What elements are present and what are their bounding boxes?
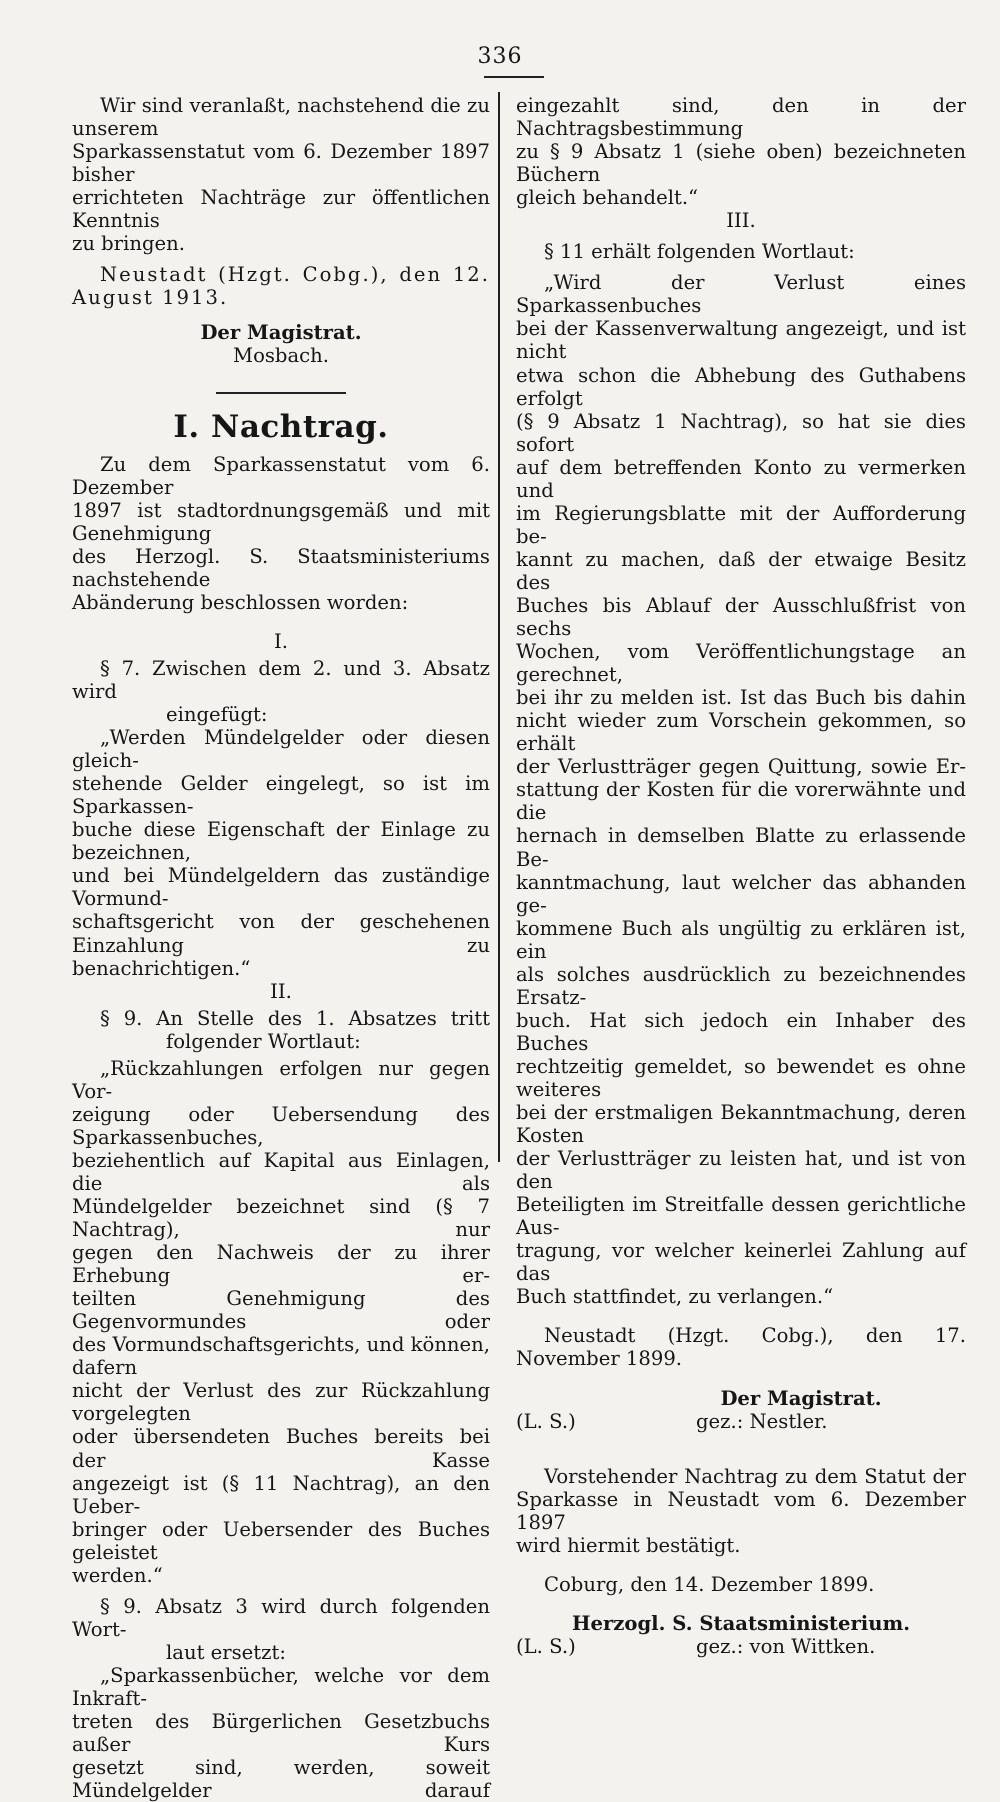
text-line: (§ 9 Absatz 1 Nachtrag), so hat sie dies sofort — [516, 409, 966, 456]
right-column — [516, 94, 966, 1658]
quote-paragraph — [72, 1057, 490, 1587]
text-line: eingezahlt sind, den in der Nachtragsbestimmung — [516, 94, 966, 141]
text-line: zeigung oder Uebersendung des Sparkassenbuches, — [72, 1102, 490, 1149]
quote-paragraph — [72, 726, 490, 980]
section-numeral: III. — [726, 209, 756, 233]
preamble-paragraph — [72, 453, 490, 614]
signature-line — [516, 1410, 966, 1433]
signer: gez.: von Wittken. — [696, 1634, 876, 1658]
text-line: errichteten Nachträge zur öffentlichen Kenntnis — [72, 186, 490, 233]
text-line: werden.“ — [72, 1563, 163, 1587]
text-line: beziehentlich auf Kapital aus Einlagen, die als — [72, 1148, 490, 1195]
section-heading: § 11 erhält folgenden Wortlaut: — [544, 240, 855, 264]
text-line: buche diese Eigenschaft der Einlage zu bezeichnen, — [72, 818, 490, 865]
text-line: „Wird der Verlust eines Sparkassenbuches — [516, 271, 966, 318]
text-line: Vorstehender Nachtrag zu dem Statut der — [544, 1464, 966, 1488]
text-line: des Herzogl. S. Staatsministeriums nachstehende — [72, 544, 490, 591]
text-line: rechtzeitig gemeldet, so bewendet es ohne weiteres — [516, 1054, 966, 1101]
continuation-paragraph — [516, 94, 966, 209]
text-line: Beteiligten im Streitfalle dessen gerichtliche Aus- — [516, 1193, 966, 1240]
text-line: Wir sind veranlaßt, nachstehend die zu unserem — [72, 94, 490, 141]
text-line: Sparkasse in Neustadt vom 6. Dezember 1897 — [516, 1487, 966, 1534]
text-line: eingefügt: — [166, 703, 268, 727]
text-line: oder übersendeten Buches bereits bei der Kasse — [72, 1425, 490, 1472]
signer: Mosbach. — [233, 344, 329, 368]
text-line: § 9. Absatz 3 wird durch folgenden Wort- — [72, 1594, 490, 1641]
dateline: Coburg, den 14. Dezember 1899. — [544, 1572, 875, 1596]
text-line: Buches bis Ablauf der Ausschlußfrist von sechs — [516, 593, 966, 641]
text-line: benachrichtigen.“ — [72, 956, 251, 980]
text-line: kommene Buch als ungültig zu erklären ist, ein — [516, 916, 966, 963]
text-line: bei ihr zu melden ist. Ist das Buch bis dahin — [516, 686, 966, 710]
seal-mark: (L. S.) — [516, 1634, 576, 1658]
seal-mark: (L. S.) — [516, 1409, 576, 1433]
text-line: etwa schon die Abhebung des Guthabens erfolgt — [516, 363, 966, 410]
text-line: als solches ausdrücklich zu bezeichnendes Ersatz- — [516, 962, 966, 1009]
text-line: bei der Kassenverwaltung angezeigt, und ist nicht — [516, 317, 966, 364]
text-line: folgender Wortlaut: — [166, 1029, 361, 1053]
text-line: „Rückzahlungen erfolgen nur gegen Vor- — [72, 1056, 490, 1103]
text-line: gegen den Nachweis der zu ihrer Erhebung er- — [72, 1241, 490, 1288]
text-line: 1897 ist stadtordnungsgemäß und mit Genehmigung — [72, 498, 490, 545]
column-divider — [498, 92, 500, 1162]
header-rule — [484, 76, 544, 78]
text-line: kannt zu machen, daß der etwaige Besitz des — [516, 547, 966, 594]
authority: Der Magistrat. — [720, 1386, 882, 1410]
text-line: § 7. Zwischen dem 2. und 3. Absatz wird — [72, 656, 490, 703]
section-heading — [72, 1007, 490, 1053]
quote-paragraph — [516, 271, 966, 1308]
confirmation-paragraph — [516, 1465, 966, 1557]
text-line: schaftsgericht von der geschehenen Einzahlung zu — [72, 910, 490, 957]
text-line: treten des Bürgerlichen Gesetzbuchs außer Kurs — [72, 1710, 490, 1757]
text-line: bei der erstmaligen Bekanntmachung, deren Kosten — [516, 1101, 966, 1148]
text-line: tragung, vor welcher keinerlei Zahlung auf das — [516, 1239, 966, 1286]
text-line: der Verlustträger zu leisten hat, und ist von den — [516, 1147, 966, 1194]
text-line: laut ersetzt: — [166, 1640, 286, 1664]
dateline: Neustadt (Hzgt. Cobg.), den 12. August 1913. — [72, 263, 490, 310]
text-line: nicht wieder zum Vorschein gekommen, so erhält — [516, 709, 966, 756]
authority: Herzogl. S. Staatsministerium. — [571, 1611, 911, 1635]
text-line: Abänderung beschlossen worden: — [72, 590, 409, 614]
text-line: im Regierungsblatte mit der Aufforderung be- — [516, 501, 966, 548]
document-title: I. Nachtrag. — [173, 408, 389, 445]
section-numeral: I. — [274, 629, 288, 653]
text-line: buch. Hat sich jedoch ein Inhaber des Buches — [516, 1008, 966, 1055]
signature-line — [516, 1635, 966, 1658]
dateline: Neustadt (Hzgt. Cobg.), den 17. November 1899. — [516, 1324, 966, 1371]
text-line: § 9. An Stelle des 1. Absatzes tritt — [100, 1006, 490, 1030]
text-line: des Vormundschaftsgerichts, und können, dafern — [72, 1333, 490, 1380]
left-column — [72, 94, 490, 1802]
text-line: angezeigt ist (§ 11 Nachtrag), an den Ueber- — [72, 1471, 490, 1518]
text-line: teilten Genehmigung des Gegenvormundes oder — [72, 1287, 490, 1334]
text-line: „Sparkassenbücher, welche vor dem Inkraft- — [72, 1663, 490, 1710]
text-line: Wochen, vom Veröffentlichungstage an gerechnet, — [516, 640, 966, 687]
signer: gez.: Nestler. — [696, 1409, 828, 1433]
intro-paragraph — [72, 94, 490, 255]
text-line: stehende Gelder eingelegt, so ist im Sparkassen- — [72, 772, 490, 819]
text-line: „Werden Mündelgelder oder diesen gleich- — [72, 726, 490, 773]
text-line: Zu dem Sparkassenstatut vom 6. Dezember — [72, 452, 490, 499]
section-numeral: II. — [270, 979, 292, 1003]
text-line: gesetzt sind, werden, soweit Mündelgelder darauf — [72, 1756, 490, 1802]
text-line: und bei Mündelgeldern das zuständige Vormund- — [72, 864, 490, 911]
text-line: kanntmachung, laut welcher das abhanden ge- — [516, 870, 966, 917]
text-line: zu bringen. — [72, 232, 185, 256]
text-line: Mündelgelder bezeichnet sind (§ 7 Nachtrag), nur — [72, 1195, 490, 1242]
text-line: wird hiermit bestätigt. — [516, 1533, 741, 1557]
authority: Der Magistrat. — [200, 321, 362, 345]
section-rule — [216, 392, 346, 394]
text-line: hernach in demselben Blatte zu erlassende Be- — [516, 824, 966, 871]
section-heading — [72, 1595, 490, 1664]
text-line: gleich behandelt.“ — [516, 186, 699, 210]
quote-paragraph — [72, 1664, 490, 1802]
text-line: nicht der Verlust des zur Rückzahlung vorgelegten — [72, 1379, 490, 1426]
text-line: der Verlustträger gegen Quittung, sowie Er- — [516, 755, 966, 779]
section-heading — [72, 657, 490, 726]
text-line: Sparkassenstatut vom 6. Dezember 1897 bisher — [72, 140, 490, 187]
page-number: 336 — [477, 44, 523, 69]
text-line: bringer oder Uebersender des Buches geleistet — [72, 1517, 490, 1564]
text-line: zu § 9 Absatz 1 (siehe oben) bezeichneten Büchern — [516, 140, 966, 187]
text-line: auf dem betreffenden Konto zu vermerken und — [516, 455, 966, 502]
text-line: Buch stattfindet, zu verlangen.“ — [516, 1285, 834, 1309]
text-line: stattung der Kosten für die vorerwähnte und die — [516, 778, 966, 825]
